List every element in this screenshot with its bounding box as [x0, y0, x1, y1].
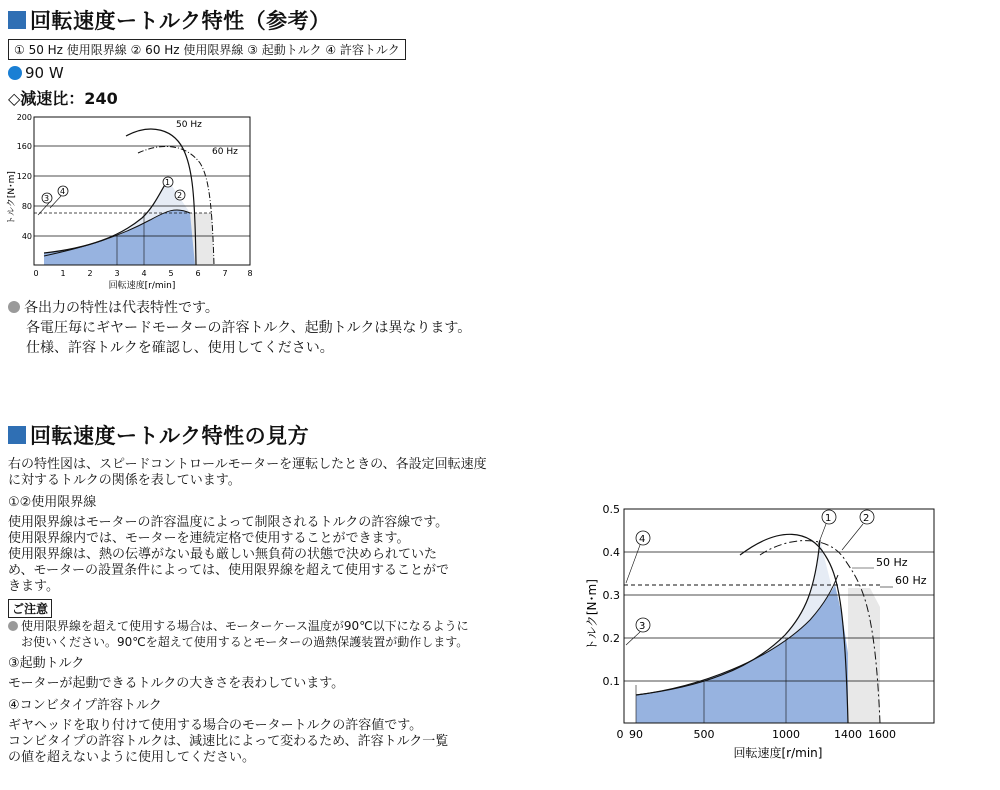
- limit-heading: ①②使用限界線: [8, 495, 97, 510]
- limit-line-5: きます。: [8, 579, 59, 594]
- combi-heading: ④コンビタイプ許容トルク: [8, 698, 162, 713]
- combi-line-2: コンビタイプの許容トルクは、減速比によって変わるため、許容トルク一覧: [8, 734, 449, 749]
- section1-title: [8, 5, 331, 35]
- small-xtick-4: 4: [141, 269, 147, 278]
- small-label-3: 3: [44, 194, 50, 203]
- small-xtick-5: 5: [168, 269, 174, 278]
- small-xtick-1: 1: [60, 269, 66, 278]
- large-torque-chart: [580, 495, 940, 765]
- small-ytick-160: 160: [16, 142, 32, 151]
- section1-notes: [8, 298, 471, 358]
- large-ytick-02: 0.2: [602, 632, 620, 645]
- small-xtick-3: 3: [114, 269, 120, 278]
- limit-line-3: 使用限界線は、熱の伝導がない最も厳しい無負荷の状態で決められていた: [8, 547, 438, 562]
- large-label-50hz: 50 Hz: [876, 556, 908, 569]
- limit-line-1: 使用限界線はモーターの許容温度によって制限されるトルクの許容線です。: [8, 515, 449, 530]
- large-xlabel: 回転速度[r/min]: [733, 746, 823, 760]
- legend-box: ① 50 Hz 使用限界線 ② 60 Hz 使用限界線 ③ 起動トルク ④ 許容トルク: [8, 39, 406, 60]
- small-label-4: 4: [60, 187, 66, 196]
- small-torque-chart: [0, 108, 270, 293]
- small-ylabel: トルク[N･m]: [7, 171, 17, 225]
- caution-line-2: お使いください。90℃を超えて使用するとモーターの過熱保護装置が動作します。: [21, 635, 469, 649]
- caution-line-1: 使用限界線を超えて使用する場合は、モーターケース温度が90℃以下になるように: [21, 619, 469, 633]
- large-label-3: 3: [639, 621, 646, 632]
- small-ytick-200: 200: [16, 113, 32, 122]
- motor-dot-icon: [8, 66, 22, 80]
- section1-title-text: 回転速度ートルク特性（参考）: [30, 9, 331, 33]
- note-line-2: 各電圧毎にギヤードモーターの許容トルク、起動トルクは異なります。: [26, 320, 472, 336]
- large-ytick-04: 0.4: [602, 546, 620, 559]
- small-label-2: 2: [177, 191, 183, 200]
- note-bullet-icon: [8, 301, 20, 313]
- title-square-icon: [8, 11, 26, 29]
- large-xtick-1600: 1600: [868, 728, 896, 741]
- start-heading: ③起動トルク: [8, 656, 85, 671]
- note-line-3: 仕様、許容トルクを確認し、使用してください。: [26, 340, 334, 356]
- large-xtick-0: 0: [616, 728, 624, 741]
- small-ytick-40: 40: [21, 232, 32, 241]
- small-xlabel: 回転速度[r/min]: [108, 281, 176, 291]
- motor-output-label: 90 W: [25, 64, 64, 82]
- limit-line-2: 使用限界線内では、モーターを連続定格で使用することができます。: [8, 531, 410, 546]
- large-ytick-05: 0.5: [602, 503, 620, 516]
- combi-line-3: の値を超えないように使用してください。: [8, 750, 256, 765]
- large-ylabel: トルク[N･m]: [585, 579, 599, 651]
- section2-title-text: 回転速度ートルク特性の見方: [30, 424, 310, 448]
- title-square-icon: [8, 426, 26, 444]
- intro-line-2: に対するトルクの関係を表しています。: [8, 473, 241, 488]
- large-label-2: 2: [863, 513, 870, 524]
- small-label-50hz: 50 Hz: [176, 120, 202, 130]
- caution-bullet-icon: [8, 621, 18, 631]
- large-xtick-90: 90: [629, 728, 643, 741]
- small-label-1: 1: [165, 178, 171, 187]
- large-ytick-01: 0.1: [602, 675, 620, 688]
- large-ytick-03: 0.3: [602, 589, 620, 602]
- large-label-1: 1: [825, 513, 832, 524]
- small-xtick-6: 6: [195, 269, 201, 278]
- intro-line-1: 右の特性図は、スピードコントロールモーターを運転したときの、各設定回転速度: [8, 457, 487, 472]
- note-line-1: 各出力の特性は代表特性です。: [24, 300, 219, 316]
- motor-output: [8, 64, 64, 82]
- small-label-60hz: 60 Hz: [212, 147, 238, 157]
- small-ytick-120: 120: [16, 172, 32, 181]
- small-blue-area: [44, 210, 195, 265]
- reduction-ratio: ◇減速比：240: [8, 89, 118, 108]
- combi-line-1: ギヤヘッドを取り付けて使用する場合のモータートルクの許容値です。: [8, 718, 423, 733]
- small-xtick-0: 0: [33, 269, 39, 278]
- start-text: モーターが起動できるトルクの大きさを表わしています。: [8, 676, 345, 691]
- section2-title: [8, 420, 309, 450]
- small-ytick-80: 80: [21, 202, 32, 211]
- caution-label: ご注意: [8, 599, 52, 618]
- large-xtick-1000: 1000: [772, 728, 800, 741]
- small-xtick-2: 2: [87, 269, 93, 278]
- large-label-60hz: 60 Hz: [895, 574, 927, 587]
- section2-body: [8, 457, 568, 766]
- large-xtick-500: 500: [693, 728, 715, 741]
- limit-line-4: め、モーターの設置条件によっては、使用限界線を超えて使用することがで: [8, 563, 449, 578]
- large-xtick-1400: 1400: [834, 728, 862, 741]
- large-label-4: 4: [639, 534, 646, 545]
- small-xtick-8: 8: [247, 269, 253, 278]
- small-xtick-7: 7: [222, 269, 228, 278]
